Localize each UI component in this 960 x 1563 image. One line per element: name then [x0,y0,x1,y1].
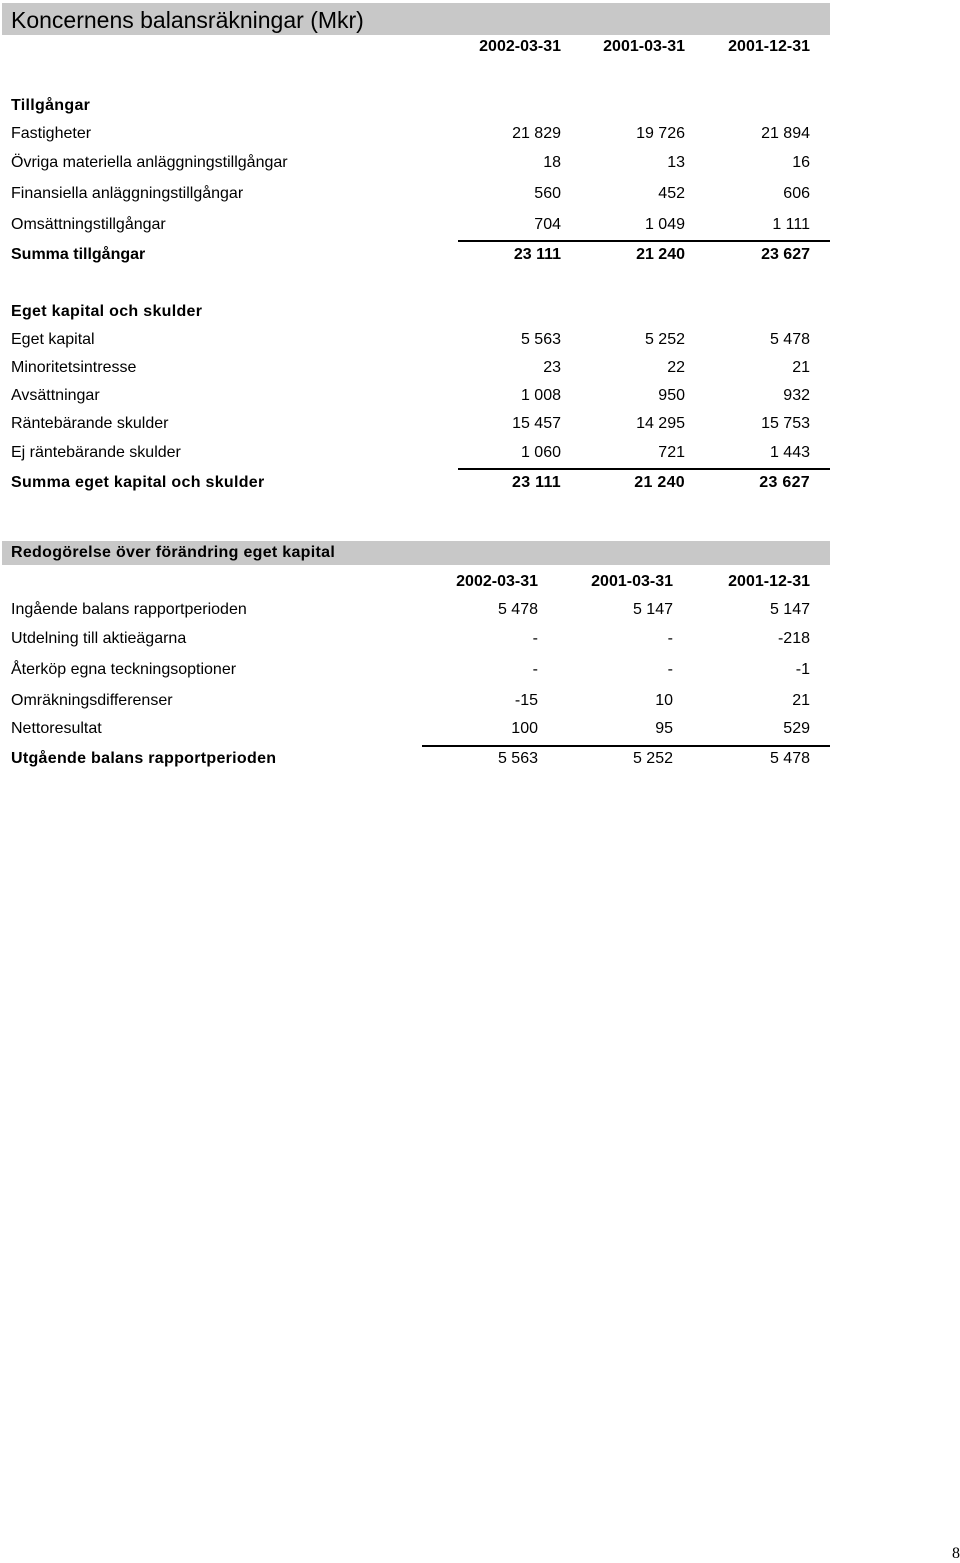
row-label: Utgående balans rapportperioden [11,750,277,767]
cell: 950 [658,387,685,404]
row-label: Summa tillgångar [11,246,146,263]
cell: 452 [658,185,685,202]
cell: 18 [543,154,561,171]
cell: 23 [543,359,561,376]
cell: 21 [792,359,810,376]
cell: 21 829 [512,125,561,142]
column-header: 2002-03-31 [479,38,561,55]
column-header: 2001-12-31 [728,38,810,55]
row-label: Ingående balans rapportperioden [11,601,247,618]
cell: 21 240 [634,474,685,491]
cell: -15 [514,692,538,709]
cell: -1 [795,661,810,678]
column-header: 2001-03-31 [591,573,673,590]
cell: 23 627 [761,246,810,263]
equity-title: Redogörelse över förändring eget kapital [11,544,336,561]
cell: - [667,661,673,678]
cell: 560 [534,185,561,202]
cell: 5 252 [644,331,685,348]
cell: 15 457 [512,415,561,432]
row-label: Återköp egna teckningsoptioner [11,661,237,678]
row-label: Nettoresultat [11,720,102,737]
cell: 16 [792,154,810,171]
cell: 5 147 [632,601,673,618]
cell: - [532,630,538,647]
cell: 19 726 [636,125,685,142]
column-header: 2001-03-31 [603,38,685,55]
cell: 5 563 [520,331,561,348]
column-header: 2001-12-31 [728,573,810,590]
cell: 1 060 [520,444,561,461]
cell: 21 894 [761,125,810,142]
cell: 1 111 [772,216,810,233]
cell: 23 627 [759,474,810,491]
cell: 95 [655,720,673,737]
cell: 5 478 [769,331,810,348]
row-label: Minoritetsintresse [11,359,137,376]
cell: 23 111 [513,246,561,263]
cell: 704 [534,216,561,233]
cell: 529 [783,720,810,737]
cell: 15 753 [761,415,810,432]
row-label: Utdelning till aktieägarna [11,630,187,647]
row-label: Summa eget kapital och skulder [11,474,265,491]
cell: 721 [658,444,685,461]
row-label: Avsättningar [11,387,100,404]
equity-title-bar [2,541,830,565]
sum-rule [422,745,830,747]
cell: 5 478 [769,750,810,767]
row-label: Ej räntebärande skulder [11,444,181,461]
cell: -218 [777,630,810,647]
cell: 21 [792,692,810,709]
row-label: Finansiella anläggningstillgångar [11,185,244,202]
balance-title-bar [2,3,830,35]
cell: 14 295 [636,415,685,432]
row-label: Övriga materiella anläggningstillgångar [11,154,288,171]
cell: 23 111 [512,474,561,491]
cell: 22 [667,359,685,376]
cell: 5 252 [632,750,673,767]
row-label: Eget kapital [11,331,95,348]
cell: 932 [783,387,810,404]
cell: 1 443 [769,444,810,461]
cell: - [667,630,673,647]
cell: 5 563 [497,750,538,767]
sum-rule [458,468,830,470]
page-number: 8 [952,1545,960,1562]
column-header: 2002-03-31 [456,573,538,590]
cell: 5 147 [769,601,810,618]
cell: - [532,661,538,678]
balance-title: Koncernens balansräkningar (Mkr) [11,7,364,33]
row-label: Omräkningsdifferenser [11,692,173,709]
cell: 21 240 [636,246,685,263]
cell: 1 049 [644,216,685,233]
row-label: Fastigheter [11,125,92,142]
cell: 5 478 [497,601,538,618]
row-label: Omsättningstillgångar [11,216,166,233]
liabilities-header: Eget kapital och skulder [11,303,203,320]
cell: 1 008 [520,387,561,404]
cell: 100 [511,720,538,737]
cell: 13 [667,154,685,171]
cell: 606 [783,185,810,202]
cell: 10 [655,692,673,709]
row-label: Räntebärande skulder [11,415,169,432]
sum-rule [458,240,830,242]
assets-header: Tillgångar [11,97,91,114]
